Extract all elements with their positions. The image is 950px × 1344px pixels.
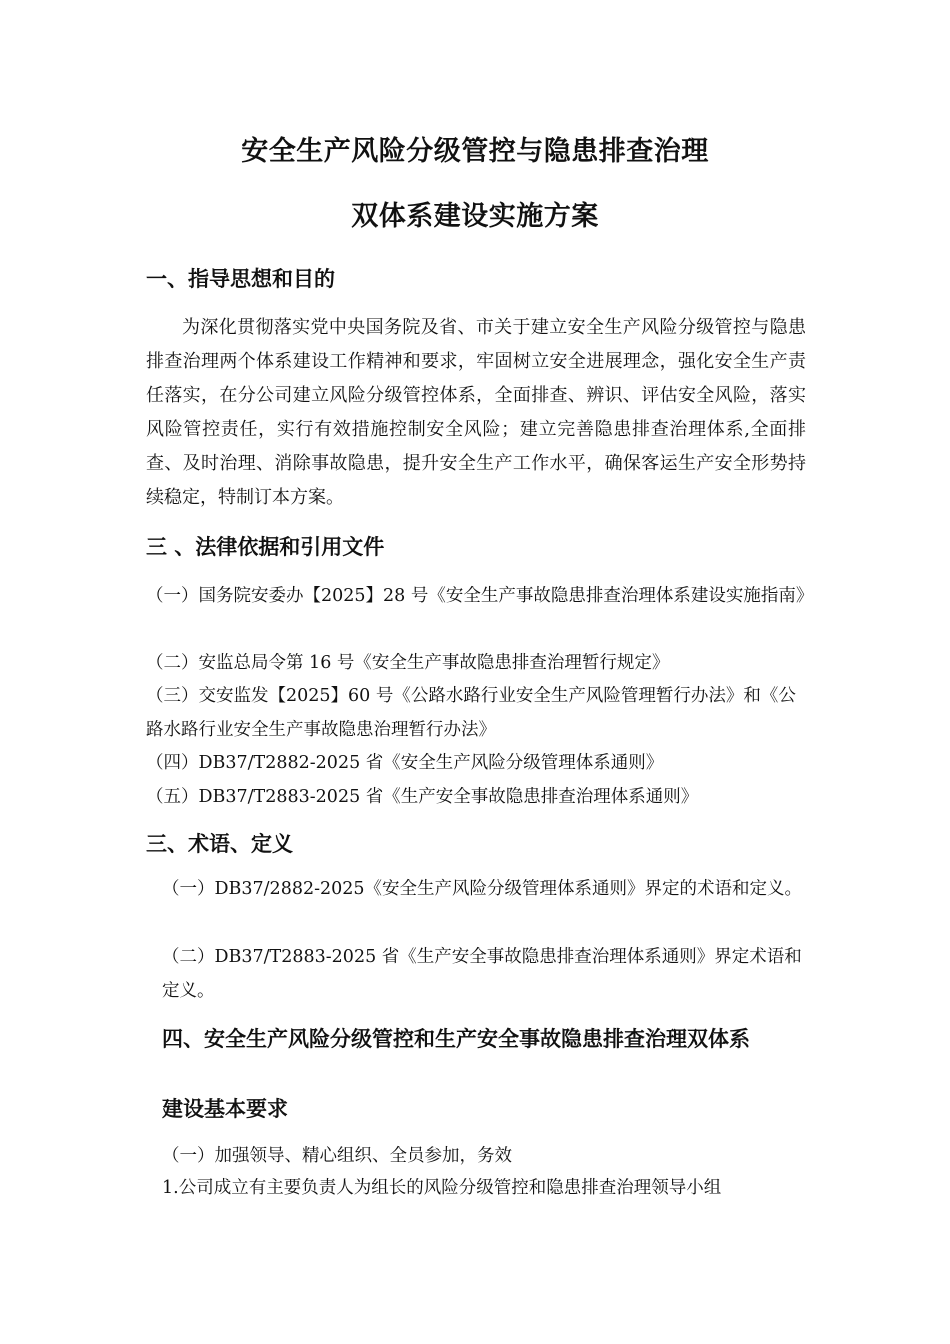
legal-basis-item: （三）交安监发【2025】60 号《公路水路行业安全生产风险管理暂行办法》和《公路水路行业安全生产事故隐患治理暂行办法》 <box>146 686 796 740</box>
document-title-line2: 双体系建设实施方案 <box>351 201 599 232</box>
section-heading-basic-requirements-line1: 四、安全生产风险分级管控和生产安全事故隐患排查治理双体系 <box>162 1026 750 1051</box>
legal-basis-item: （一）国务院安委办【2025】28 号《安全生产事故隐患排查治理体系建设实施指南》 <box>146 586 814 606</box>
basic-requirements-item: （一）加强领导、精心组织、全员参加，务效 <box>162 1146 512 1166</box>
section-paragraph-guiding-principles: 为深化贯彻落实党中央国务院及省、市关于建立安全生产风险分级管控与隐患排查治理两个体系建设工作精神和要求，牢固树立安全进展理念，强化安全生产责任落实，在分公司建立风险分级管控体系，全面排查、辨识、评估安全风险，落实风险管控责任，实行有效措施控制安全风险；建立完善隐患排查治理体系,全面排查、及时治理、消除事故隐患，提升安全生产工作水平，确保客运生产安全形势持续稳定，特制订本方案。 <box>146 317 806 508</box>
basic-requirements-item: 1.公司成立有主要负责人为组长的风险分级管控和隐患排查治理领导小组 <box>162 1178 722 1198</box>
legal-basis-item: （二）安监总局令第 16 号《安全生产事故隐患排查治理暂行规定》 <box>146 653 670 673</box>
section-heading-basic-requirements-line2: 建设基本要求 <box>162 1096 288 1121</box>
document-title-line1: 安全生产风险分级管控与隐患排查治理 <box>241 136 709 167</box>
section-heading-guiding-principles: 一、指导思想和目的 <box>146 266 335 291</box>
legal-basis-item: （四）DB37/T2882-2025 省《安全生产风险分级管理体系通则》 <box>146 753 664 773</box>
legal-basis-item: （五）DB37/T2883-2025 省《生产安全事故隐患排查治理体系通则》 <box>146 787 699 807</box>
section-heading-terms-definitions: 三、术语、定义 <box>146 831 293 856</box>
terms-definitions-item: （二）DB37/T2883-2025 省《生产安全事故隐患排查治理体系通则》界定术语和定义。 <box>162 947 802 1001</box>
section-heading-legal-basis: 三 、法律依据和引用文件 <box>146 534 385 559</box>
terms-definitions-item: （一）DB37/2882-2025《安全生产风险分级管理体系通则》界定的术语和定义。 <box>162 879 803 899</box>
